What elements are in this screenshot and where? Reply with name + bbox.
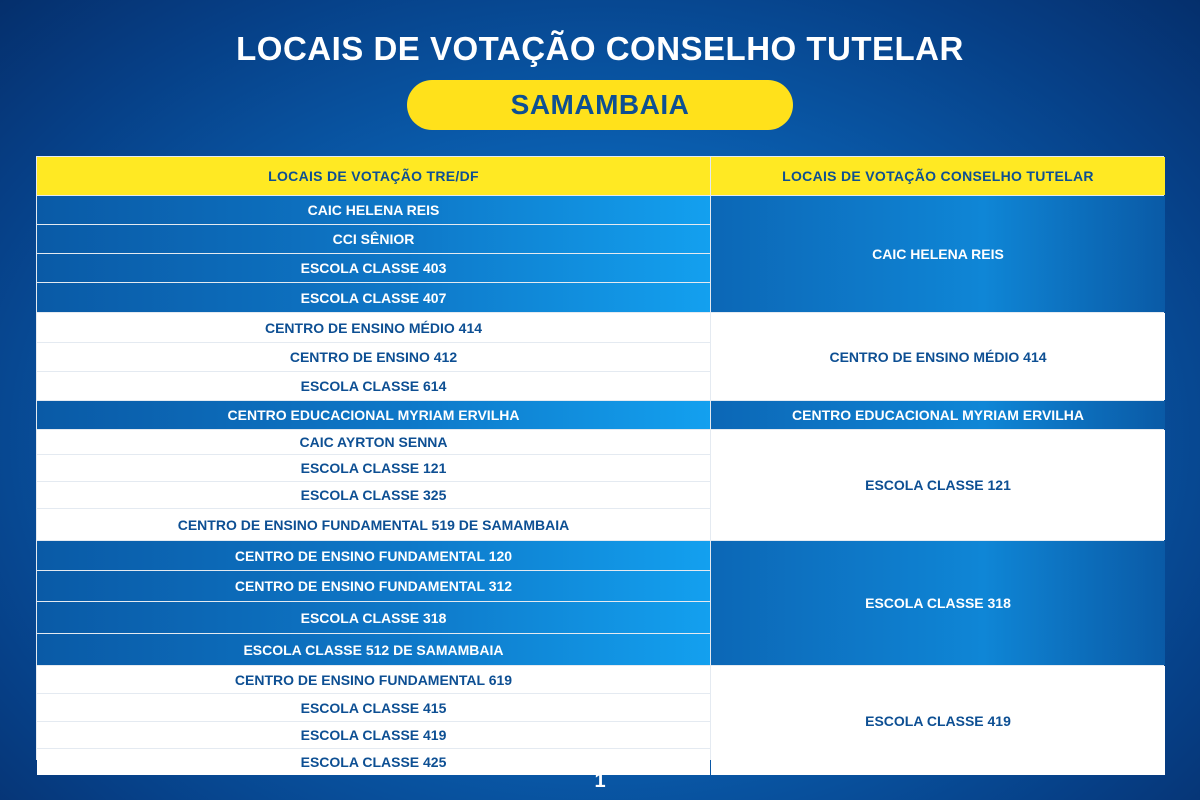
region-label: SAMAMBAIA <box>510 89 690 120</box>
table-row: CENTRO DE ENSINO FUNDAMENTAL 619 <box>37 666 710 693</box>
table-row: ESCOLA CLASSE 425 <box>37 749 710 775</box>
header-tre: LOCAIS DE VOTAÇÃO TRE/DF <box>37 157 710 195</box>
table-row: CENTRO DE ENSINO FUNDAMENTAL 519 DE SAMAMBAIA <box>37 509 710 540</box>
table-row: ESCOLA CLASSE 407 <box>37 283 710 312</box>
table-row: ESCOLA CLASSE 318 <box>37 602 710 633</box>
table-row: CAIC AYRTON SENNA <box>37 430 710 454</box>
table-row: CENTRO DE ENSINO FUNDAMENTAL 120 <box>37 541 710 570</box>
conselho-location: ESCOLA CLASSE 121 <box>711 430 1165 540</box>
voting-locations-table <box>36 156 1164 770</box>
region-badge <box>407 80 793 130</box>
conselho-location: CAIC HELENA REIS <box>711 196 1165 312</box>
table-row: ESCOLA CLASSE 614 <box>37 372 710 400</box>
page-title: LOCAIS DE VOTAÇÃO CONSELHO TUTELAR <box>236 30 964 67</box>
table-row: ESCOLA CLASSE 121 <box>37 455 710 481</box>
table-row: CAIC HELENA REIS <box>37 196 710 224</box>
table-row: CENTRO EDUCACIONAL MYRIAM ERVILHA <box>37 401 710 429</box>
conselho-location: CENTRO DE ENSINO MÉDIO 414 <box>711 313 1165 400</box>
header-conselho: LOCAIS DE VOTAÇÃO CONSELHO TUTELAR <box>711 157 1165 195</box>
table-row: CENTRO DE ENSINO FUNDAMENTAL 312 <box>37 571 710 601</box>
table-row: ESCOLA CLASSE 512 DE SAMAMBAIA <box>37 634 710 665</box>
table-row: ESCOLA CLASSE 415 <box>37 694 710 721</box>
table-row: ESCOLA CLASSE 325 <box>37 482 710 508</box>
table-row: CENTRO DE ENSINO MÉDIO 414 <box>37 313 710 342</box>
table-row: CCI SÊNIOR <box>37 225 710 253</box>
page-number: 1 <box>594 770 606 792</box>
conselho-location: ESCOLA CLASSE 419 <box>711 666 1165 775</box>
table-row: ESCOLA CLASSE 419 <box>37 722 710 748</box>
table-row: CENTRO DE ENSINO 412 <box>37 343 710 371</box>
table-row: ESCOLA CLASSE 403 <box>37 254 710 282</box>
conselho-location: ESCOLA CLASSE 318 <box>711 541 1165 665</box>
conselho-location: CENTRO EDUCACIONAL MYRIAM ERVILHA <box>711 401 1165 429</box>
